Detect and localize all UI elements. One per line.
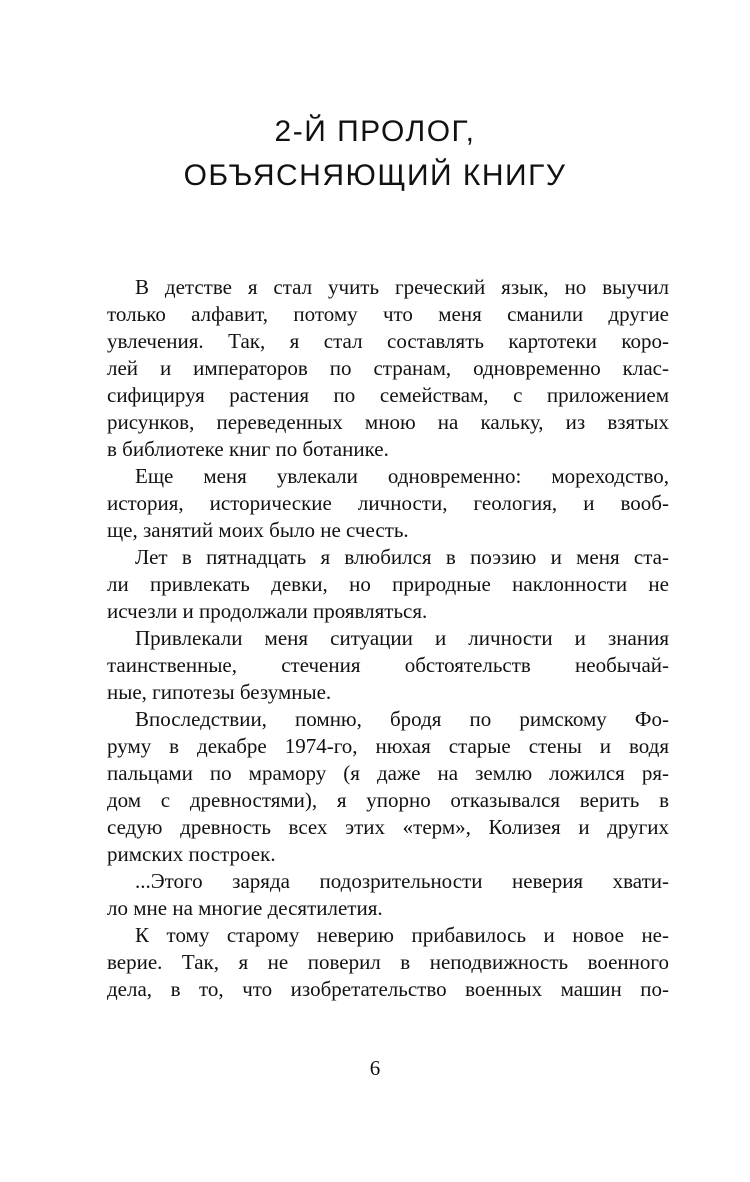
text-line: таинственные, стечения обстоятельств необычай- [107, 653, 669, 677]
text-line: только алфавит, потому что меня сманили другие [107, 302, 669, 326]
text-line: Лет в пятнадцать я влюбился в поэзию и меня ста- [135, 545, 669, 569]
text-line: дом с древностями), я упорно отказывался верить в [107, 788, 669, 812]
text-line: верие. Так, я не поверил в неподвижность военного [107, 950, 669, 974]
body-text [107, 274, 669, 1003]
text-line: история, исторические личности, геология, и вооб- [107, 491, 669, 515]
text-line: ...Этого заряда подозрительности неверия хвати- [135, 869, 669, 893]
text-line: Привлекали меня ситуации и личности и знания [135, 626, 669, 650]
text-line: пальцами по мрамору (я даже на землю ложился ря- [107, 761, 669, 785]
paragraph [107, 922, 669, 1003]
page-number: 6 [369, 1056, 381, 1080]
text-line: ные, гипотезы безумные. [107, 680, 332, 704]
text-line: рисунков, переведенных мною на кальку, из взятых [107, 410, 669, 434]
text-line: увлечения. Так, я стал составлять картотеки коро- [107, 329, 669, 353]
paragraph [107, 706, 669, 868]
text-line: Еще меня увлекали одновременно: мореходство, [135, 464, 669, 488]
text-line: седую древность всех этих «терм», Колизея и других [107, 815, 669, 839]
text-line: дела, в то, что изобретательство военных машин по- [107, 977, 669, 1001]
text-line: Впоследствии, помню, бродя по римскому Фо- [135, 707, 669, 731]
text-line: В детстве я стал учить греческий язык, но выучил [135, 275, 669, 299]
text-line: сифицируя растения по семействам, с приложением [107, 383, 669, 407]
text-line: исчезли и продолжали проявляться. [107, 599, 428, 623]
text-line: руму в декабре 1974-го, нюхая старые стены и водя [107, 734, 669, 758]
paragraph [107, 625, 669, 706]
text-line: лей и императоров по странам, одновременно клас- [107, 356, 669, 380]
paragraph [107, 463, 669, 544]
text-line: ще, занятий моих было не счесть. [107, 518, 409, 542]
chapter-title [0, 110, 750, 198]
text-line: в библиотеке книг по ботанике. [107, 437, 389, 461]
paragraph [107, 544, 669, 625]
paragraph [107, 274, 669, 463]
text-line: ли привлекать девки, но природные наклонности не [107, 572, 669, 596]
chapter-title-line-1: 2-Й ПРОЛОГ, [274, 115, 476, 149]
chapter-title-line-2: ОБЪЯСНЯЮЩИЙ КНИГУ [183, 159, 567, 193]
text-line: ло мне на многие десятилетия. [107, 896, 383, 920]
text-line: К тому старому неверию прибавилось и новое не- [135, 923, 669, 947]
text-line: римских построек. [107, 842, 276, 866]
paragraph [107, 868, 669, 922]
